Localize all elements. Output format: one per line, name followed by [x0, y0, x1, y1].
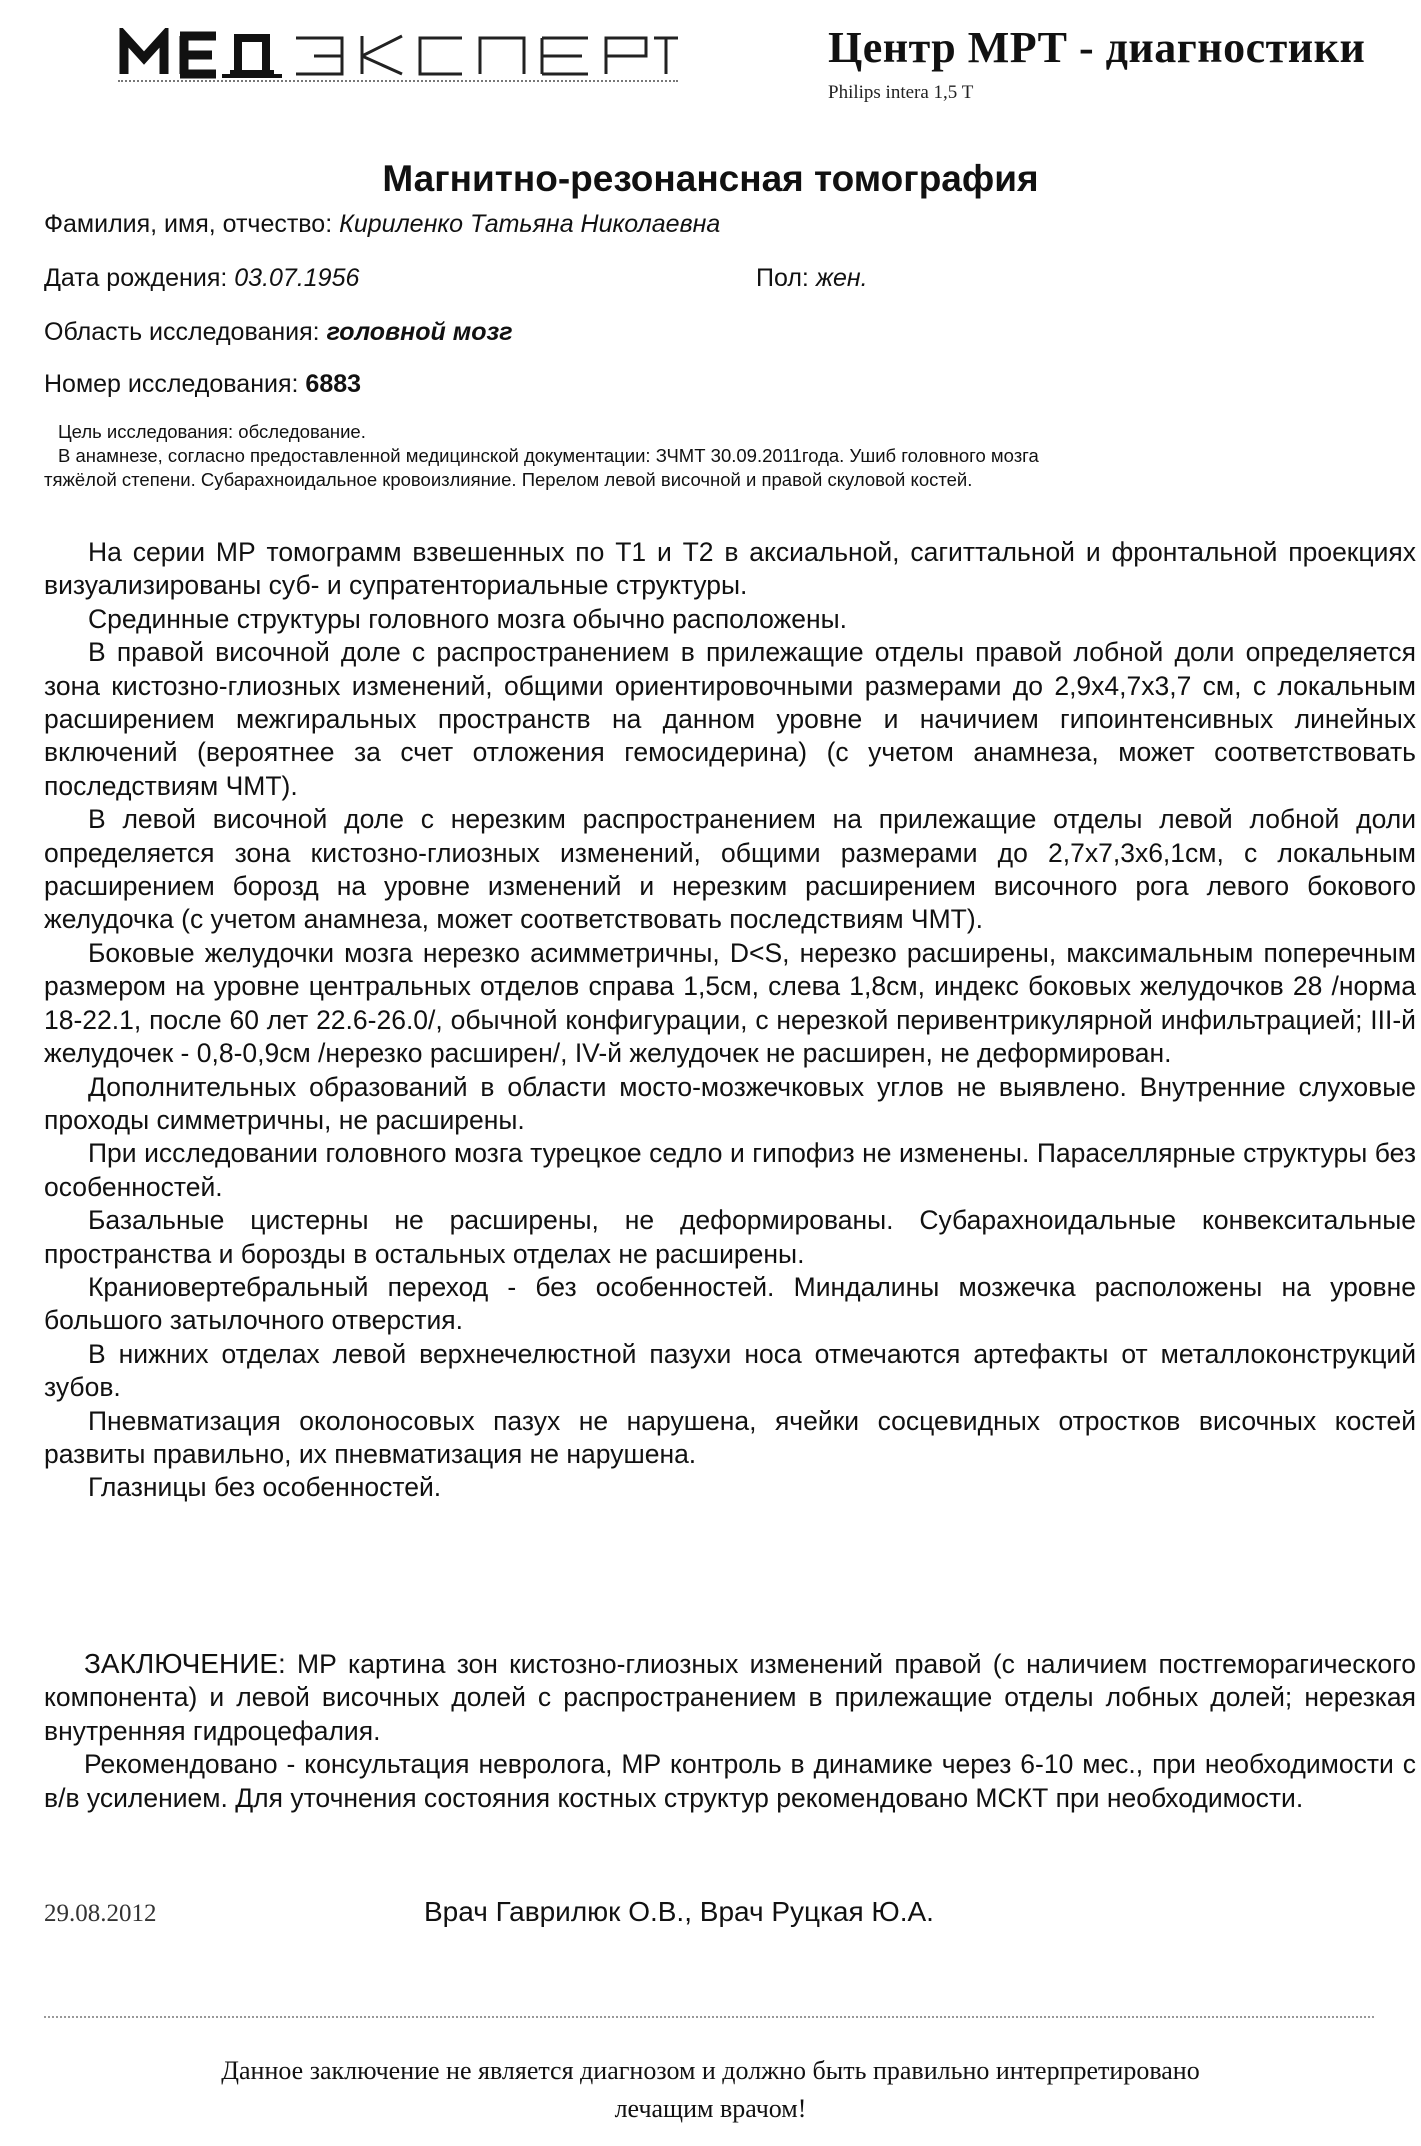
study-area-value: головной мозг — [326, 318, 513, 346]
recommendation-paragraph: Рекомендовано - консультация невролога, МР контроль в динамике через 6-10 мес., при необходимости с в/в усилением. Для уточнения состояния костных структур рекомендовано МСКТ при необходимости. — [44, 1749, 1416, 1813]
study-number-value: 6883 — [305, 370, 362, 398]
findings-paragraph: Глазницы без особенностей. — [88, 1472, 442, 1503]
logo-underline — [118, 80, 678, 86]
conclusion-text: МР картина зон кистозно-глиозных изменений правой (с наличием постгеморагического компонента) и левой височных долей с распространением в прилежащие отделы лобных долей; нерезкая внутренняя гидроцефалия. — [44, 1649, 1416, 1746]
findings-paragraph: Пневматизация околоносовых пазух не нарушена, ячейки сосцевидных отростков височных костей развиты правильно, их пневматизация не нарушена. — [44, 1405, 1416, 1469]
findings-paragraph: Срединные структуры головного мозга обычно расположены. — [88, 603, 848, 634]
sex-row — [756, 264, 868, 293]
patient-name-row — [44, 210, 720, 239]
anamnesis-line: В анамнезе, согласно предоставленной медицинской документации: ЗЧМТ 30.09.2011года. Ушиб головного мозга — [58, 445, 1039, 466]
report-date: 29.08.2012 — [44, 1900, 157, 1927]
dob-row — [44, 264, 359, 293]
study-purpose-block — [44, 420, 1414, 492]
logo-graphic — [118, 28, 678, 80]
document-title: Магнитно-резонансная томография — [382, 158, 1039, 199]
conclusion-paragraph — [44, 1647, 1416, 1748]
study-area-label: Область исследования: — [44, 318, 320, 346]
disclaimer-line: лечащим врачом! — [614, 2094, 807, 2123]
anamnesis-line-continued: тяжёлой степени. Субарахноидальное кровоизлияние. Перелом левой височной и правой скуловой костей. — [44, 469, 973, 490]
center-title: Центр МРТ - диагностики — [828, 23, 1366, 72]
findings-paragraph: В правой височной доле с распространением в прилежащие отделы правой лобной доли определяется зона кистозно-глиозных изменений, общими ориентировочными размерами до 2,9х4,7х3,7 см, с локальным расширением межгиральных пространств на данном уровне и начичием гипоинтенсивных линейных включений (вероятнее за счет отложения гемосидерина) (с учетом анамнеза, может соответствовать последствиям ЧМТ). — [44, 637, 1416, 801]
findings-paragraph: Дополнительных образований в области мосто-мозжечковых углов не выявлено. Внутренние слуховые проходы симметричны, не расширены. — [44, 1071, 1416, 1135]
footer-disclaimer — [0, 2052, 1421, 2128]
sex-value: жен. — [815, 264, 868, 292]
medexpert-logo — [118, 28, 678, 80]
findings-body — [44, 536, 1416, 1505]
findings-paragraph: В левой височной доле с нерезким распространением на прилежащие отделы левой лобной доли определяется зона кистозно-глиозных изменений, общими размерами до 2,7х7,3х6,1см, с локальным расширением борозд на уровне изменений и нерезким расширением височного рога левого бокового желудочка (с учетом анамнеза, может соответствовать последствиям ЧМТ). — [44, 804, 1416, 935]
dob-value: 03.07.1956 — [234, 264, 360, 292]
study-number-row — [44, 370, 361, 399]
findings-paragraph: На серии МР томограмм взвешенных по Т1 и Т2 в аксиальной, сагиттальной и фронтальной проекциях визуализированы суб- и супратенториальные структуры. — [44, 537, 1416, 601]
findings-paragraph: При исследовании головного мозга турецкое седло и гипофиз не изменены. Параселлярные структуры без особенностей. — [44, 1138, 1416, 1202]
findings-paragraph: Боковые желудочки мозга нерезко асимметричны, D<S, нерезко расширены, максимальным поперечным размером на уровне центральных отделов справа 1,5см, слева 1,8см, индекс боковых желудочков 28 /норма 18-22.1, после 60 лет 22.6-26.0/, обычной конфигурации, с нерезкой перивентрикулярной инфильтрацией; III-й желудочек - 0,8-0,9см /нерезко расширен/, IV-й желудочек не расширен, не деформирован. — [44, 937, 1416, 1069]
patient-name-label: Фамилия, имя, отчество: — [44, 210, 333, 238]
doctors-signature: Врач Гаврилюк О.В., Врач Руцкая Ю.А. — [424, 1896, 934, 1927]
study-area-row — [44, 318, 513, 347]
patient-name-value: Кириленко Татьяна Николаевна — [339, 210, 721, 238]
purpose-line: Цель исследования: обследование. — [58, 421, 366, 442]
center-subtitle: Philips intera 1,5 T — [828, 82, 974, 103]
sex-label: Пол: — [756, 264, 809, 292]
dob-label: Дата рождения: — [44, 264, 228, 292]
study-number-label: Номер исследования: — [44, 370, 299, 398]
disclaimer-line: Данное заключение не является диагнозом и должно быть правильно интерпретировано — [221, 2056, 1200, 2085]
findings-paragraph: Базальные цистерны не расширены, не деформированы. Субарахноидальные конвекситальные пространства и борозды в остальных отделах не расширены. — [44, 1205, 1416, 1269]
findings-paragraph: Краниовертебральный переход - без особенностей. Миндалины мозжечка расположены на уровне большого затылочного отверстия. — [44, 1271, 1416, 1336]
conclusion-label: ЗАКЛЮЧЕНИЕ: — [84, 1648, 286, 1679]
conclusion-block — [44, 1647, 1416, 1815]
footer-divider — [44, 2016, 1374, 2020]
findings-paragraph: В нижних отделах левой верхнечелюстной пазухи носа отмечаются артефакты от металлоконструкций зубов. — [44, 1338, 1416, 1403]
